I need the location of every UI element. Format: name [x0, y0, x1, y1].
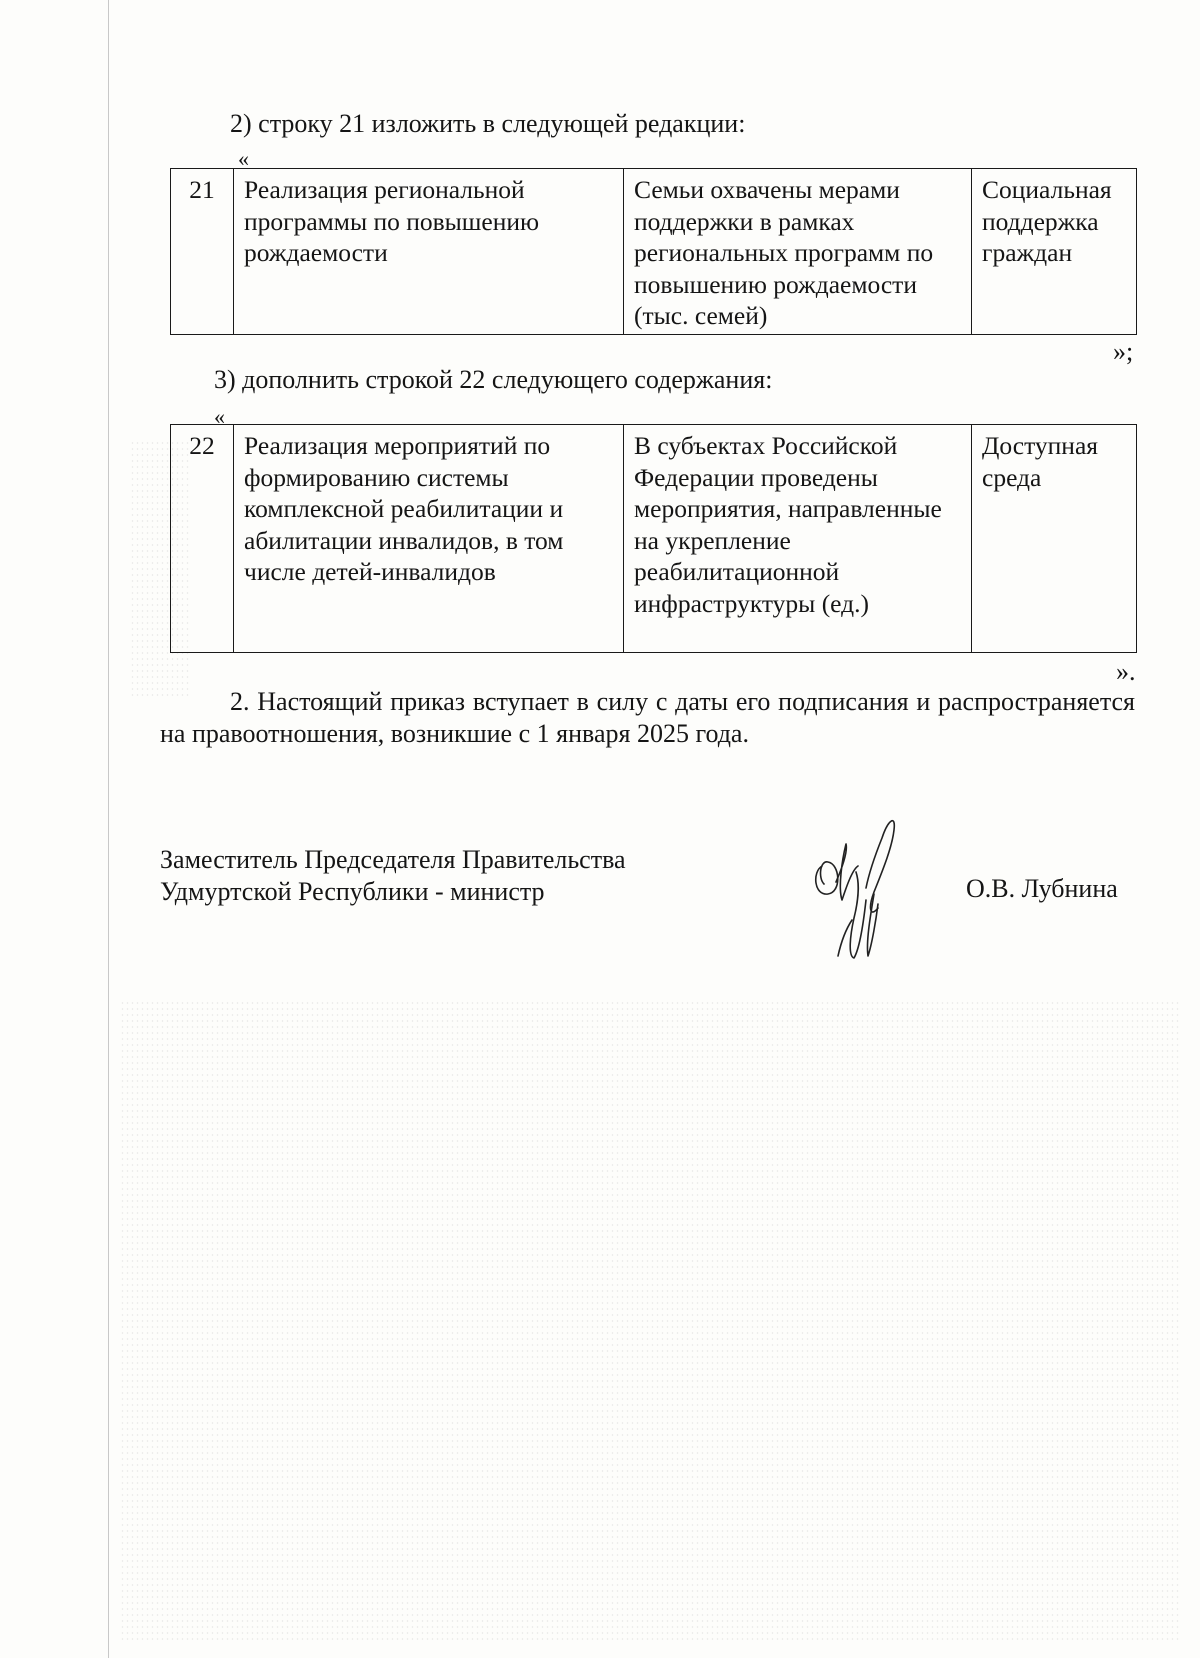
row-result: В субъектах Российской Федерации проведены мероприятия, направленные на укрепление реабилитационной инфраструктуры (ед.) — [624, 425, 972, 653]
row-number: 22 — [171, 425, 234, 653]
row-event: Реализация региональной программы по повышению рождаемости — [234, 169, 624, 335]
item-2-close-quote: »; — [1113, 337, 1134, 366]
signatory-title-line2: Удмуртской Республики - министр — [160, 877, 545, 906]
scan-noise — [120, 1000, 1180, 1640]
clause-2-text: 2. Настоящий приказ вступает в силу с даты его подписания и распространяется на правоотношения, возникшие с 1 января 2025 года. — [160, 687, 1135, 748]
item-2-text: 2) строку 21 изложить в следующей редакции: — [230, 109, 746, 138]
scan-margin-line — [108, 0, 109, 1658]
item-2-open-quote: « — [238, 146, 249, 171]
signatory-name: О.В. Лубнина — [966, 874, 1118, 903]
row-number: 21 — [171, 169, 234, 335]
table-row — [171, 425, 1137, 653]
signatory-title-line1: Заместитель Председателя Правительства — [160, 845, 626, 874]
row-event: Реализация мероприятий по формированию системы комплексной реабилитации и абилитации инвалидов, в том числе детей-инвалидов — [234, 425, 624, 653]
row-program: Социальная поддержка граждан — [972, 169, 1137, 335]
table-row — [171, 169, 1137, 335]
item-3-text: 3) дополнить строкой 22 следующего содержания: — [214, 365, 773, 394]
table-row-21 — [170, 168, 1137, 335]
row-result: Семьи охвачены мерами поддержки в рамках региональных программ по повышению рождаемости (тыс. семей) — [624, 169, 972, 335]
item-3-open-quote: « — [214, 404, 225, 429]
table-row-22 — [170, 424, 1137, 653]
handwritten-signature — [808, 808, 918, 968]
row-program: Доступная среда — [972, 425, 1137, 653]
item-3-close-quote: ». — [1116, 657, 1136, 686]
